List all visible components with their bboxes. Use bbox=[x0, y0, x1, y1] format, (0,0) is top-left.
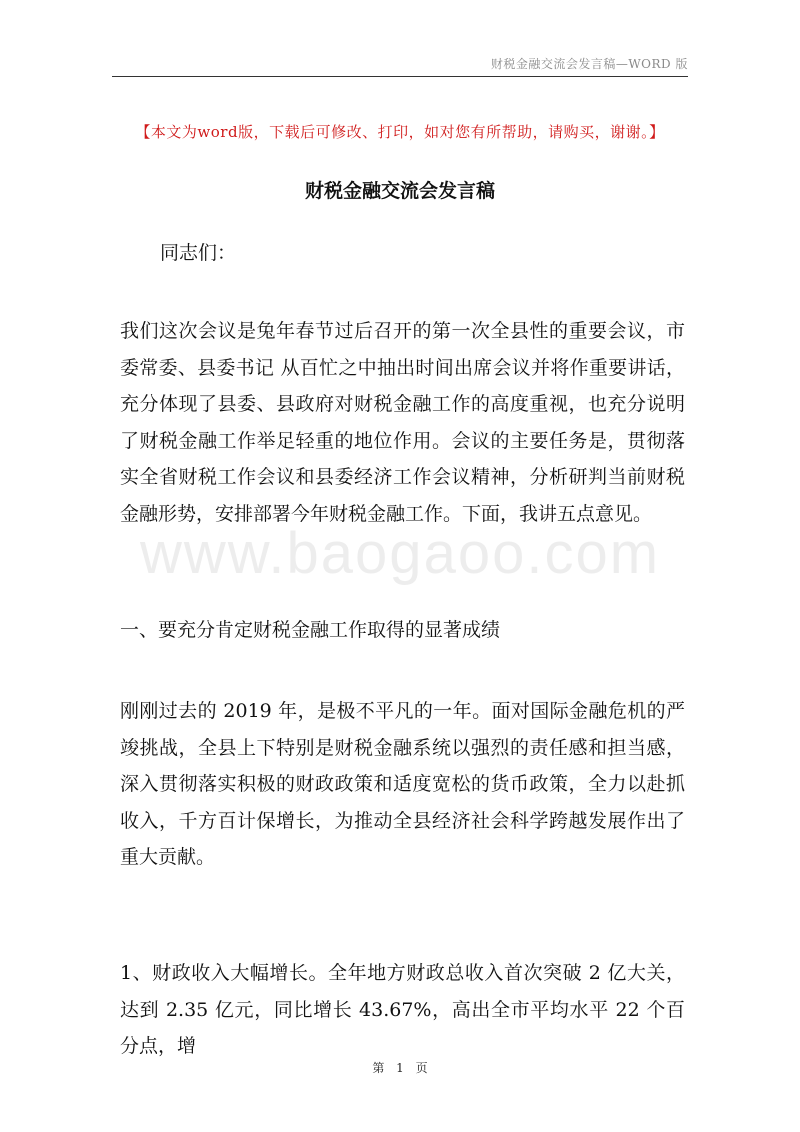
paragraph-fiscal-revenue: 1、财政收入大幅增长。全年地方财政总收入首次突破 2 亿大关，达到 2.35 亿元，同比增长 43.67%，高出全市平均水平 22 个百分点，增 bbox=[120, 962, 685, 1057]
header-divider bbox=[112, 76, 688, 77]
watermark: www.baogaoo.com bbox=[139, 521, 661, 586]
paragraph-intro: 我们这次会议是兔年春节过后召开的第一次全县性的重要会议，市委常委、县委书记 从百忙之中抽出时间出席会议并将作重要讲话，充分体现了县委、县政府对财税金融工作的高度重视，也充分说明了财税金融工作举足轻重的地位作用。会议的主要任务是，贯彻落实全省财税工作会议和县委经济工作会议精神，分析研判当前财税金融形势，安排部署今年财税金融工作。下面，我讲五点意见。 bbox=[120, 320, 685, 525]
running-header: 财税金融交流会发言稿—WORD 版 bbox=[490, 57, 688, 71]
document-title: 财税金融交流会发言稿 bbox=[304, 180, 495, 202]
section-heading: 一、要充分肯定财税金融工作取得的显著成绩 bbox=[120, 619, 501, 641]
page-number-suffix: 页 bbox=[415, 1061, 428, 1075]
page-number: 1 bbox=[396, 1061, 404, 1075]
page-footer bbox=[0, 1059, 800, 1076]
salutation: 同志们： bbox=[160, 242, 237, 264]
download-notice: 【本文为word版，下载后可修改、打印，如对您有所帮助，请购买，谢谢。】 bbox=[135, 123, 665, 141]
paragraph-achievements: 刚刚过去的 2019 年，是极不平凡的一年。面对国际金融危机的严竣挑战，全县上下特别是财税金融系统以强烈的责任感和担当感，深入贯彻落实积极的财政政策和适度宽松的货币政策，全力以赴抓收入，千方百计保增长，为推动全县经济社会科学跨越发展作出了重大贡献。 bbox=[120, 700, 685, 868]
page-number-prefix: 第 bbox=[372, 1061, 385, 1075]
